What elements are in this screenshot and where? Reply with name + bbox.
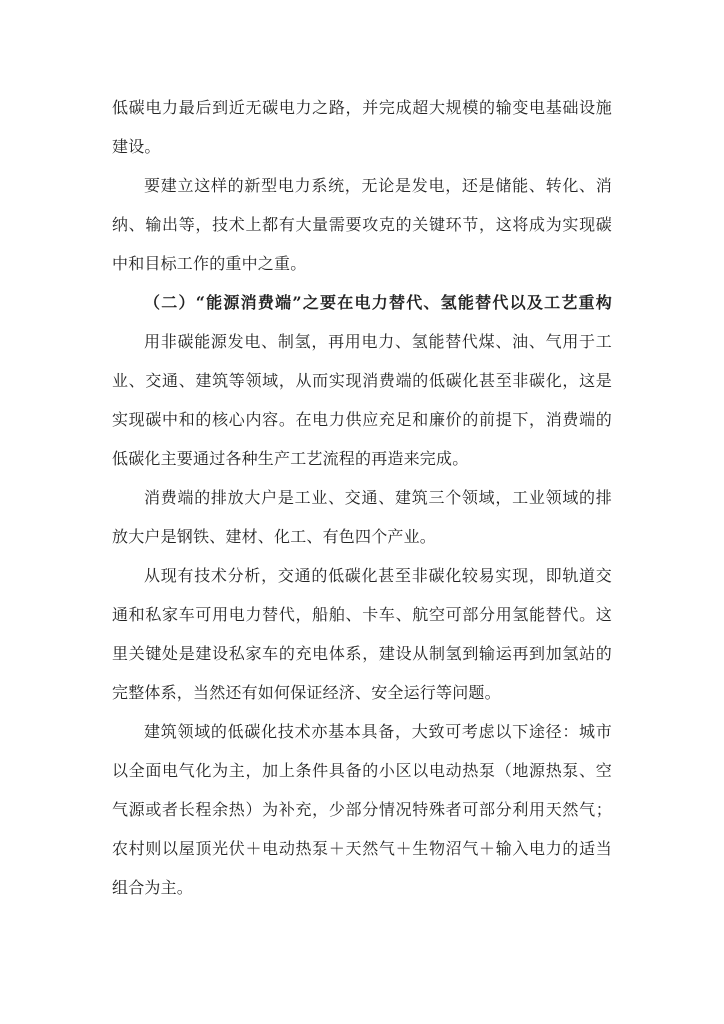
text-line: 通和私家车可用电力替代，船舶、卡车、航空可部分用氢能替代。这: [112, 605, 612, 624]
paragraph-p5: [112, 556, 612, 712]
text-line: 消费端的排放大户是工业、交通、建筑三个领域，工业领域的排: [144, 488, 612, 507]
text-line: 组合为主。: [112, 878, 194, 897]
text-line: 里关键处是建设私家车的充电体系，建设从制氢到输运再到加氢站的: [112, 644, 612, 663]
text-line: 完整体系，当然还有如何保证经济、安全运行等问题。: [112, 683, 501, 702]
paragraph-p6: [112, 712, 612, 907]
paragraph-p3: [112, 322, 612, 478]
text-line: 低碳化主要通过各种生产工艺流程的再造来完成。: [112, 449, 469, 468]
text-line: 中和目标工作的重中之重。: [112, 254, 307, 273]
text-line: 纳、输出等，技术上都有大量需要攻克的关键环节，这将成为实现碳: [112, 215, 612, 234]
section-heading: [112, 283, 612, 322]
text-line: 建设。: [112, 137, 161, 156]
text-line: 农村则以屋顶光伏＋电动热泵＋天然气＋生物沼气＋输入电力的适当: [112, 839, 612, 858]
heading-line: （二）“能源消费端”之要在电力替代、氢能替代以及工艺重构: [144, 293, 612, 312]
text-line: 要建立这样的新型电力系统，无论是发电，还是储能、转化、消: [144, 176, 612, 195]
text-line: 以全面电气化为主，加上条件具备的小区以电动热泵（地源热泵、空: [112, 761, 612, 780]
text-line: 业、交通、建筑等领域，从而实现消费端的低碳化甚至非碳化，这是: [112, 371, 612, 390]
paragraph-p2: [112, 166, 612, 283]
text-line: 从现有技术分析，交通的低碳化甚至非碳化较易实现，即轨道交: [144, 566, 612, 585]
text-line: 低碳电力最后到近无碳电力之路，并完成超大规模的输变电基础设施: [112, 98, 612, 117]
text-line: 用非碳能源发电、制氢，再用电力、氢能替代煤、油、气用于工: [144, 332, 612, 351]
text-line: 实现碳中和的核心内容。在电力供应充足和廉价的前提下，消费端的: [112, 410, 612, 429]
paragraph-p1: [112, 88, 612, 166]
document-page: [112, 88, 612, 907]
paragraph-p4: [112, 478, 612, 556]
text-line: 放大户是钢铁、建材、化工、有色四个产业。: [112, 527, 437, 546]
text-line: 气源或者长程余热）为补充，少部分情况特殊者可部分利用天然气；: [112, 800, 612, 819]
text-line: 建筑领域的低碳化技术亦基本具备，大致可考虑以下途径：城市: [144, 722, 612, 741]
